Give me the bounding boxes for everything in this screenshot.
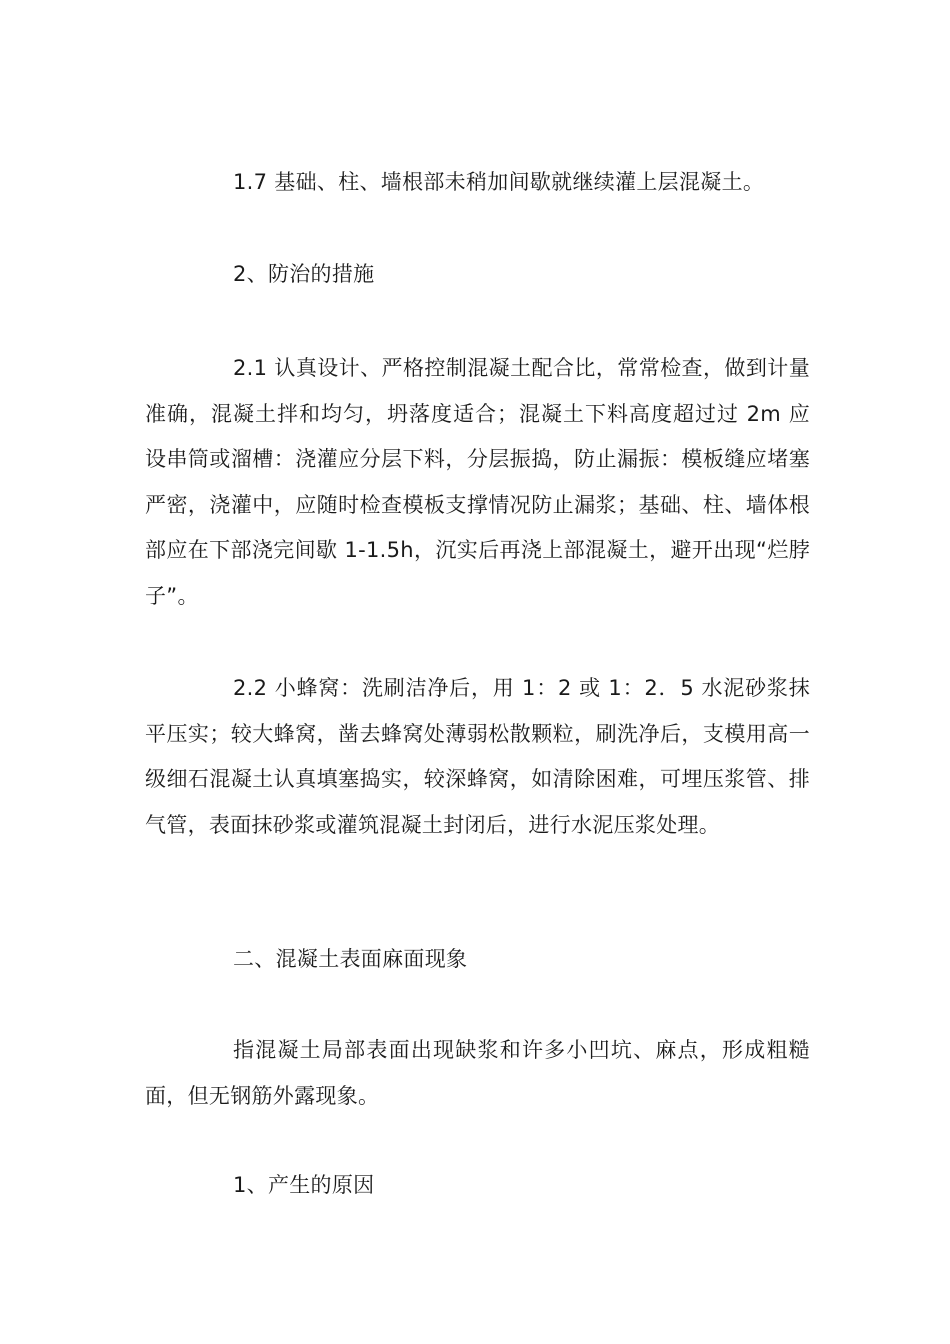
heading-causes: 1、产生的原因 [233, 1173, 375, 1197]
paragraph-1-7-cause: 1.7 基础、柱、墙根部未稍加间歇就继续灌上层混凝土。 [233, 170, 765, 194]
heading-prevention-measures: 2、防治的措施 [233, 262, 375, 286]
paragraph-2-2-honeycomb-repair: 2.2 小蜂窝：洗刷洁净后，用 1：2 或 1：2．5 水泥砂浆抹平压实；较大蜂窝，凿去蜂窝处薄弱松散颗粒，刷洗净后，支模用高一级细石混凝土认真填塞捣实，较深蜂窝，如清除困难，可埋压浆管、排气管，表面抹砂浆或灌筑混凝土封闭后，进行水泥压浆处理。 [145, 676, 810, 837]
paragraph-2-1-design-control: 2.1 认真设计、严格控制混凝土配合比，常常检查，做到计量准确，混凝土拌和均匀，坍落度适合；混凝土下料高度超过过 2m 应设串筒或溜槽：浇灌应分层下料，分层振捣，防止漏振：模板缝应堵塞严密，浇灌中，应随时检查模板支撑情况防止漏浆；基础、柱、墙体根部应在下部浇完间歇 1-1.5h，沉实后再浇上部混凝土，避开出现“烂脖子”。 [145, 356, 810, 608]
paragraph-pitting-definition: 指混凝土局部表面出现缺浆和许多小凹坑、麻点，形成粗糙面，但无钢筋外露现象。 [145, 1038, 810, 1108]
heading-surface-pitting: 二、混凝土表面麻面现象 [233, 947, 468, 971]
